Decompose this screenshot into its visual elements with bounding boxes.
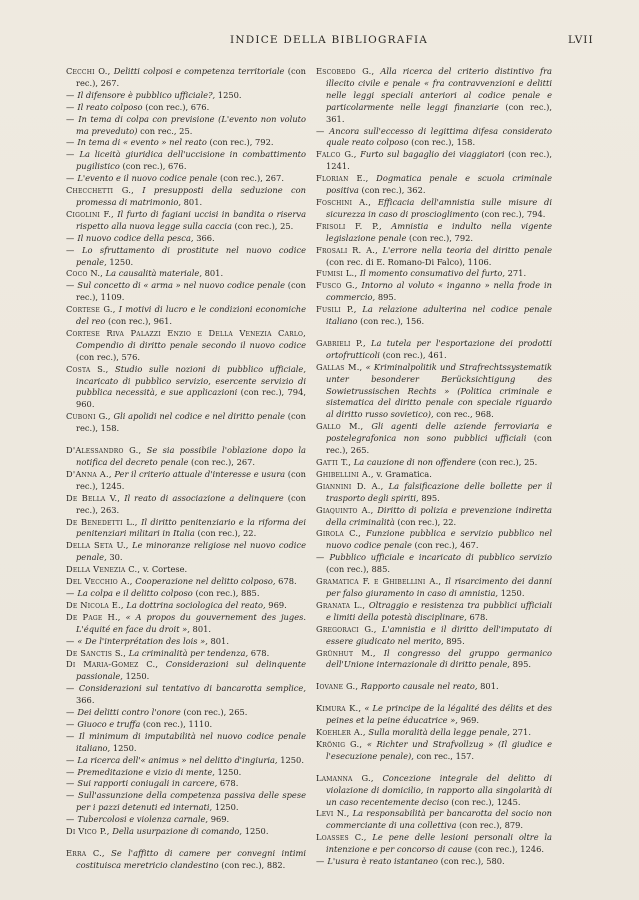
entry-title: L'amnistia e il diritto dell'imputato di essere giudicato nel merito, bbox=[326, 623, 552, 646]
bibliography-entry bbox=[66, 185, 306, 209]
entry-title: « Le principe de la légalité des délits et des peines et la peine éducatrice », bbox=[326, 703, 553, 726]
entry-author: Della Seta U., bbox=[66, 540, 129, 551]
entry-title: La liceità giuridica dell'uccisione in combattimento pugilistico bbox=[76, 149, 306, 172]
entry-reference: (con rec.), 22. bbox=[197, 528, 257, 539]
entry-title: Dogmatica penale e scuola criminale positiva bbox=[326, 173, 552, 196]
entry-reference: 271. bbox=[507, 268, 527, 279]
entry-title: « Richter und Strafvollzug » (Il giudice e l'esecuzione penale), bbox=[326, 738, 553, 761]
bibliography-entry bbox=[66, 612, 306, 636]
bibliography-entry bbox=[316, 457, 552, 469]
entry-author: De Sanctis S., bbox=[66, 647, 127, 658]
bibliography-entry bbox=[66, 445, 306, 469]
entry-reference: 969. bbox=[460, 715, 480, 726]
entry-title: Lo sfruttamento di prostitute nel nuovo codice penale, bbox=[76, 244, 307, 267]
entry-author: Cigolini F., bbox=[66, 208, 114, 219]
entry-author: Della Venezia C., bbox=[66, 564, 141, 575]
entry-author: Foschini A., bbox=[316, 196, 372, 207]
bibliography-entry bbox=[66, 778, 306, 790]
entry-author: D'Alessandro G., bbox=[66, 445, 142, 456]
entry-author: Giaquinto A., bbox=[316, 504, 374, 515]
bibliography-entry bbox=[66, 540, 306, 564]
entry-author: — bbox=[66, 707, 78, 718]
entry-title: Le pene delle lesioni personali oltre la intenzione e per concorso di cause bbox=[326, 832, 552, 855]
entry-title: Gli agenti delle aziende ferroviaria e postelegrafonica non sono pubblici ufficiali bbox=[326, 421, 552, 444]
entry-author: — bbox=[66, 766, 78, 777]
entry-author: Cortese G., bbox=[66, 304, 116, 315]
entry-reference: (con rec.), 467. bbox=[414, 540, 479, 551]
entry-reference: (con rec.), 362. bbox=[361, 185, 426, 196]
entry-title: Il momento consumativo del furto, bbox=[359, 268, 505, 279]
entry-reference: 30. bbox=[109, 552, 123, 563]
entry-reference: 801. bbox=[183, 196, 203, 207]
running-header bbox=[0, 34, 639, 54]
entry-reference: 801. bbox=[204, 268, 224, 279]
entry-author: De Bella V., bbox=[66, 492, 121, 503]
entry-reference: (con rec.), 580. bbox=[440, 856, 505, 867]
bibliography-entry bbox=[66, 755, 306, 767]
entry-reference: (con rec.), 1245. bbox=[76, 468, 306, 491]
entry-title: La causalità materiale, bbox=[105, 268, 202, 279]
bibliography-entry bbox=[66, 268, 306, 280]
entry-author: — bbox=[66, 587, 78, 598]
entry-author: — bbox=[66, 280, 78, 291]
entry-title: La criminalità per tendenza, bbox=[128, 647, 249, 658]
entry-author: Cortese Riva Palazzi Enzio e Della Venezia Carlo, bbox=[66, 327, 306, 338]
entry-title: Sull'assunzione della competenza passiva delle spese per i pazzi detenuti ed internati, bbox=[76, 790, 306, 813]
bibliography-entry bbox=[66, 411, 306, 435]
entry-reference: con rec., 157. bbox=[416, 750, 475, 761]
entry-title: L'evento e il nuovo codice penale bbox=[77, 173, 218, 184]
bibliography-entry bbox=[316, 624, 552, 648]
entry-title: La falsificazione delle bollette per il trasporto degli spiriti, bbox=[326, 480, 553, 503]
bibliography-entry bbox=[66, 102, 306, 114]
entry-author: Fusili P., bbox=[316, 304, 357, 315]
bibliography-entry bbox=[66, 304, 306, 328]
entry-title: Furto sul bagaglio dei viaggiatori bbox=[360, 149, 505, 160]
entry-author: — bbox=[66, 173, 78, 184]
entry-author: Frosali R. A., bbox=[316, 244, 378, 255]
entry-author: Erra C., bbox=[66, 848, 105, 858]
bibliography-entry bbox=[316, 481, 552, 505]
entry-author: Koehler A., bbox=[316, 727, 366, 738]
bibliography-entry bbox=[66, 245, 306, 269]
entry-reference: 895. bbox=[421, 492, 440, 503]
entry-title: Sulla moralità della legge penale, bbox=[368, 727, 510, 738]
entry-title: Concezione integrale del delitto di violazione di domicilio, in rapporto alla singolarità di un caso recentemente deciso bbox=[326, 772, 552, 807]
entry-title: « De l'interprétation des lois », bbox=[77, 635, 208, 646]
entry-title: « Kriminalpolitik und Strafrechtssystematik unter besonderer Berücksichtigung des Sowietrussischen Rechts » (Politica criminale e sistematica del diritto penale con speciale riguardo al diritto russo sovietico), bbox=[326, 361, 553, 420]
entry-author: — bbox=[66, 137, 78, 148]
bibliography-entry bbox=[66, 826, 306, 838]
bibliography-entry bbox=[66, 600, 306, 612]
bibliography-entry bbox=[66, 588, 306, 600]
entry-author: — bbox=[316, 856, 328, 867]
entry-reference: 1250. bbox=[280, 754, 304, 765]
entry-title: Tubercolosi e violenza carnale, bbox=[77, 814, 209, 825]
entry-title: Il difensore è pubblico ufficiale?, bbox=[77, 89, 216, 100]
entry-author: Giannini D. A., bbox=[316, 480, 384, 491]
bibliography-entry bbox=[316, 808, 552, 832]
entry-author: — bbox=[66, 778, 78, 789]
entry-reference: (con rec.), 461. bbox=[382, 349, 447, 360]
bibliography-entry bbox=[66, 328, 306, 364]
entry-title: Oltraggio e resistenza tra pubblici ufficiali e limiti della potestà disciplinare, bbox=[326, 599, 552, 622]
bibliography-entry bbox=[66, 114, 306, 138]
entry-reference: (con rec.), 25. bbox=[234, 220, 294, 231]
entry-reference: 271. bbox=[512, 727, 531, 738]
bibliography-entry bbox=[66, 731, 306, 755]
bibliography-entry bbox=[316, 66, 552, 126]
entry-reference: (con rec.), 676. bbox=[122, 161, 187, 172]
entry-reference: (con rec.), 156. bbox=[360, 316, 425, 327]
entry-title: Il nuovo codice della pesca, bbox=[77, 232, 194, 243]
entry-title: In tema di colpa con previsione (L'evento non voluto ma preveduto) bbox=[76, 113, 306, 136]
entry-title: La colpa e il delitto colposo bbox=[77, 587, 193, 598]
entry-author: — bbox=[66, 683, 79, 694]
entry-title: Diritto di polizia e prevenzione indiretta della criminalità bbox=[326, 504, 553, 527]
entry-title: Delitti colposi e competenza territoriale bbox=[113, 66, 285, 76]
bibliography-entry bbox=[316, 197, 552, 221]
entry-reference: (con rec.), 265. bbox=[183, 707, 248, 718]
entry-author: Ghibellini A., bbox=[316, 468, 374, 479]
entry-reference: (con rec.), 267. bbox=[219, 173, 284, 184]
entry-author: Fusco G., bbox=[316, 280, 358, 291]
bibliography-entry bbox=[66, 683, 306, 707]
entry-reference: 969. bbox=[268, 599, 287, 610]
bibliography-entry bbox=[316, 173, 552, 197]
entry-title: Amnistia e indulto nella vigente legislazione penale bbox=[326, 220, 552, 243]
entry-title: Il congresso del gruppo germanico dell'Unione internazionale di diritto penale, bbox=[326, 647, 552, 670]
entry-author: Gramatica F. e Ghibellini A., bbox=[316, 576, 442, 587]
bibliography-entry bbox=[66, 493, 306, 517]
entry-author: Gallas M., bbox=[316, 361, 363, 372]
bibliography-entry bbox=[66, 636, 306, 648]
bibliography-entry bbox=[66, 137, 306, 149]
entry-author: — bbox=[66, 718, 78, 729]
entry-reference: 801. bbox=[192, 623, 212, 634]
entry-author: Levi N., bbox=[316, 808, 350, 819]
entry-title: Giuoco e truffa bbox=[77, 718, 141, 729]
entry-reference: v. Cortese. bbox=[142, 564, 188, 575]
bibliography-entry bbox=[66, 719, 306, 731]
bibliography-entry bbox=[66, 564, 306, 576]
bibliography-entry bbox=[66, 659, 306, 683]
entry-reference: (con rec.), 1109. bbox=[76, 280, 307, 303]
entry-author: Florian E., bbox=[316, 173, 369, 184]
entry-reference: (con rec.), 1241. bbox=[326, 149, 552, 172]
entry-title: Considerazioni sul delinquente passionale, bbox=[76, 659, 306, 682]
entry-title: L'errore nella teoria del diritto penale bbox=[382, 244, 553, 255]
entry-reference: 801. bbox=[210, 635, 229, 646]
entry-reference: (con rec.), 158. bbox=[411, 137, 476, 148]
bibliography-entry bbox=[316, 421, 552, 457]
bibliography-entry bbox=[316, 280, 552, 304]
entry-author: Krönig G., bbox=[316, 738, 363, 749]
entry-title: Premeditazione e vizio di mente, bbox=[77, 766, 215, 777]
entry-reference: 895. bbox=[377, 292, 397, 303]
entry-reference: (con rec.), 576. bbox=[76, 351, 141, 362]
entry-title: Della usurpazione di comando, bbox=[112, 826, 243, 837]
entry-title: Se sia possibile l'oblazione dopo la notifica del decreto penale bbox=[76, 445, 306, 467]
bibliography-entry bbox=[316, 528, 552, 552]
bibliography-entry bbox=[316, 505, 552, 529]
entry-title: Efficacia dell'amnistia sulle misure di sicurezza in caso di proscioglimento bbox=[326, 196, 553, 219]
entry-title: Pubblico ufficiale e incaricato di pubblico servizio bbox=[329, 552, 552, 563]
entry-author: Girola C., bbox=[316, 528, 362, 539]
bibliography-entry bbox=[316, 600, 552, 624]
entry-reference: 1250. bbox=[112, 742, 137, 753]
left-column bbox=[66, 66, 306, 872]
entry-reference: 366. bbox=[76, 695, 95, 706]
entry-reference: (con rec.), 885. bbox=[326, 564, 391, 575]
entry-reference: (con rec.), 265. bbox=[326, 433, 553, 456]
entry-author: D'Anna A., bbox=[66, 468, 112, 479]
entry-title: Rapporto causale nel reato, bbox=[360, 681, 478, 692]
entry-reference: (con rec.), 961. bbox=[108, 316, 173, 327]
bibliography-entry bbox=[66, 848, 306, 872]
bibliography-entry bbox=[66, 790, 306, 814]
entry-title: L'usura è reato istantaneo bbox=[327, 856, 439, 867]
bibliography-entry bbox=[316, 149, 552, 173]
entry-reference: (con rec.), 22. bbox=[397, 516, 457, 527]
entry-author: Kimura K., bbox=[316, 703, 362, 714]
entry-author: — bbox=[66, 101, 78, 112]
entry-author: — bbox=[66, 113, 79, 124]
entry-reference: 1250. bbox=[244, 826, 269, 837]
entry-reference: (con rec.), 794, 960. bbox=[76, 387, 306, 410]
entry-author: De Page H., bbox=[66, 611, 121, 622]
entry-author: — bbox=[66, 244, 83, 255]
entry-reference: (con rec.), 267. bbox=[76, 66, 307, 88]
entry-author: Escobedo G., bbox=[316, 66, 375, 76]
entry-reference: 895. bbox=[446, 635, 465, 646]
entry-reference: (con rec.), 794. bbox=[481, 208, 546, 219]
entry-author: — bbox=[66, 814, 78, 825]
entry-title: Sui rapporti coniugali in carcere, bbox=[77, 778, 218, 789]
entry-reference: (con rec.), 263. bbox=[76, 492, 307, 515]
entry-author: — bbox=[66, 730, 79, 741]
entry-title: Per il criterio attuale d'interesse e usura bbox=[114, 468, 286, 479]
bibliography-entry bbox=[66, 517, 306, 541]
entry-reference: v. Gramatica. bbox=[376, 468, 432, 479]
entry-author: De Benedetti L., bbox=[66, 516, 138, 527]
entry-reference: (con rec.), 879. bbox=[459, 820, 524, 831]
entry-title: Ancora sull'eccesso di legittima difesa considerato quale reato colposo bbox=[326, 125, 552, 148]
bibliography-entry bbox=[66, 173, 306, 185]
entry-reference: con rec., 25. bbox=[140, 125, 193, 136]
entry-author: Del Vecchio A., bbox=[66, 576, 133, 587]
entry-author: Fumisi L., bbox=[316, 268, 358, 279]
entry-title: Alla ricerca del criterio distintivo fra illecito civile e penale « fra contravvenzioni e delitti nelle leggi speciali anteriori al codice penale e particolarmente nelle leggi finanziarie bbox=[326, 66, 552, 112]
entry-reference: 1250. bbox=[500, 587, 525, 598]
entry-title: La cauzione di non offendere bbox=[353, 457, 476, 467]
entry-reference: (con rec.), 267. bbox=[191, 457, 256, 467]
entry-title: I motivi di lucro e le condizioni economiche del reo bbox=[76, 304, 306, 327]
bibliography-entry bbox=[316, 338, 552, 362]
entry-reference: 1250. bbox=[214, 802, 239, 813]
entry-reference: (con rec.), 25. bbox=[478, 457, 538, 467]
right-column bbox=[316, 66, 552, 868]
entry-author: Coco N., bbox=[66, 268, 104, 279]
entry-title: Sul concetto di « arma » nel nuovo codice penale bbox=[77, 280, 286, 291]
bibliography-entry bbox=[316, 739, 552, 763]
entry-author: — bbox=[66, 232, 78, 243]
bibliography-entry bbox=[66, 814, 306, 826]
entry-author: Di Maria-Gomez C., bbox=[66, 659, 159, 670]
bibliography-entry bbox=[316, 703, 552, 727]
bibliography-entry bbox=[316, 856, 552, 868]
entry-reference: (con rec.), 676. bbox=[145, 101, 210, 112]
entry-reference: 895. bbox=[512, 659, 532, 670]
entry-reference: (con rec.), 792. bbox=[409, 232, 474, 243]
bibliography-entry bbox=[316, 552, 552, 576]
bibliography-entry bbox=[66, 209, 306, 233]
entry-author: Lamanna G., bbox=[316, 772, 374, 783]
bibliography-entry bbox=[316, 126, 552, 150]
entry-author: Iovane G., bbox=[316, 681, 359, 692]
entry-reference: 1250. bbox=[217, 766, 242, 777]
entry-author: Cuboni G., bbox=[66, 411, 111, 422]
entry-title: Il reato colposo bbox=[77, 101, 143, 112]
entry-author: — bbox=[316, 125, 330, 136]
entry-title: Le minoranze religiose nel nuovo codice penale, bbox=[76, 540, 306, 563]
entry-author: — bbox=[66, 89, 78, 100]
entry-author: Costa S., bbox=[66, 363, 109, 374]
bibliography-entry bbox=[66, 233, 306, 245]
bibliography-entry bbox=[316, 832, 552, 856]
entry-title: Il risarcimento dei danni per falso giuramento in caso di amnistia, bbox=[326, 576, 552, 598]
entry-title: Cooperazione nel delitto colposo, bbox=[135, 576, 276, 587]
bibliography-entry bbox=[66, 767, 306, 779]
entry-author: Gregoraci G., bbox=[316, 623, 377, 634]
entry-reference: 1250. bbox=[125, 671, 150, 682]
entry-author: Granata L., bbox=[316, 599, 366, 610]
page-number: LVII bbox=[568, 34, 594, 46]
bibliography-entry bbox=[316, 727, 552, 739]
bibliography-entry bbox=[66, 576, 306, 588]
bibliography-entry bbox=[66, 90, 306, 102]
bibliography-entry bbox=[66, 648, 306, 660]
entry-author: Checchetti G., bbox=[66, 185, 134, 196]
entry-title: In tema di « evento » nel reato bbox=[77, 137, 207, 148]
bibliography-entry bbox=[316, 648, 552, 672]
bibliography-entry bbox=[66, 149, 306, 173]
bibliography-entry bbox=[66, 364, 306, 412]
entry-title: Gli apolidi nel codice e nel diritto penale bbox=[113, 411, 286, 422]
bibliography-entry bbox=[316, 221, 552, 245]
entry-author: Grünhut M., bbox=[316, 647, 376, 658]
entry-author: — bbox=[66, 635, 78, 646]
bibliography-entry bbox=[316, 773, 552, 809]
entry-title: Il diritto penitenziario e la riforma dei penitenziari militari in Italia bbox=[76, 516, 306, 539]
bibliography-entry bbox=[316, 304, 552, 328]
entry-author: Di Vico P., bbox=[66, 826, 110, 837]
entry-title: Dei delitti contro l'onore bbox=[77, 707, 181, 718]
entry-author: Gatti T., bbox=[316, 457, 352, 467]
entry-reference: 678. bbox=[469, 611, 488, 622]
bibliography-entry bbox=[66, 469, 306, 493]
bibliography-entry bbox=[316, 362, 552, 422]
entry-author: Cecchi O., bbox=[66, 66, 111, 76]
entry-reference: 678. bbox=[250, 647, 270, 658]
entry-reference: 1250. bbox=[109, 256, 134, 267]
bibliography-entry bbox=[316, 681, 552, 693]
entry-title: Se l'affitto di camere per convegni intimi costituisca meretricio clandestino bbox=[76, 848, 306, 870]
entry-title: « A propos du gouvernement des juges. L'équité en face du droit », bbox=[76, 611, 307, 634]
entry-reference: 366. bbox=[196, 232, 215, 243]
entry-author: — bbox=[316, 552, 330, 563]
entry-author: Loasses C., bbox=[316, 832, 367, 843]
entry-author: — bbox=[66, 754, 78, 765]
entry-reference: con rec., 968. bbox=[436, 409, 494, 420]
bibliography-entry bbox=[316, 576, 552, 600]
entry-reference: (con rec.), 1245. bbox=[451, 796, 521, 807]
entry-reference: 969. bbox=[210, 814, 230, 825]
entry-title: La ricerca dell'« animus » nel delitto d'ingiuria, bbox=[77, 754, 278, 765]
running-title: INDICE DELLA BIBLIOGRAFIA bbox=[230, 34, 429, 46]
entry-reference: (con rec.), 1110. bbox=[142, 718, 213, 729]
entry-author: — bbox=[66, 149, 80, 160]
entry-reference: (con rec.), 882. bbox=[221, 859, 286, 870]
entry-reference: (con rec.), 361. bbox=[326, 101, 552, 124]
entry-title: La dottrina sociologica del reato, bbox=[126, 599, 266, 610]
entry-author: Frisoli F. P., bbox=[316, 220, 382, 231]
entry-reference: 1250. bbox=[217, 89, 242, 100]
entry-title: Studio sulle nozioni di pubblico ufficiale, incaricato di pubblico servizio, esercente servizio di pubblica necessità, e sue applicazioni bbox=[76, 363, 306, 398]
entry-title: La tutela per l'esportazione dei prodotti ortofrutticoli bbox=[326, 337, 553, 360]
entry-reference: (con rec.), 885. bbox=[195, 587, 260, 598]
entry-title: Il furto di fagiani uccisi in bandita o riserva rispetto alla nuova legge sulla caccia bbox=[76, 208, 307, 231]
entry-title: Il reato di associazione a delinquere bbox=[124, 492, 284, 503]
bibliography-entry bbox=[66, 66, 306, 90]
entry-reference: 678. bbox=[278, 576, 297, 587]
entry-reference: (con rec.), 158. bbox=[76, 411, 306, 434]
entry-author: De Nicola E., bbox=[66, 599, 124, 610]
entry-title: I presupposti della seduzione con promessa di matrimonio, bbox=[76, 185, 306, 207]
entry-reference: (con rec.), 792. bbox=[209, 137, 274, 148]
entry-title: Compendio di diritto penale secondo il nuovo codice bbox=[76, 339, 306, 350]
entry-title: La responsabilità per bancarotta del socio non commerciante di una collettiva bbox=[326, 808, 552, 831]
bibliography-entry bbox=[316, 268, 552, 280]
entry-title: Intorno al voluto « inganno » nella frode in commercio, bbox=[326, 280, 552, 303]
entry-title: Funzione pubblica e servizio pubblico nel nuovo codice penale bbox=[326, 528, 553, 551]
bibliography-entry bbox=[316, 469, 552, 481]
entry-author: Gallo M., bbox=[316, 421, 364, 432]
entry-title: Il minimum di imputabilità nel nuovo codice penale italiano, bbox=[76, 730, 306, 753]
entry-title: Considerazioni sul tentativo di bancarotta semplice, bbox=[78, 683, 306, 694]
bibliography-entry bbox=[316, 245, 552, 269]
entry-reference: 801. bbox=[480, 681, 499, 692]
entry-reference: (con rec. di E. Romano-Di Falco), 1106. bbox=[326, 256, 492, 267]
bibliography-entry bbox=[66, 280, 306, 304]
entry-author: — bbox=[66, 790, 79, 801]
bibliography-entry bbox=[66, 707, 306, 719]
entry-title: La relazione adulterina nel codice penale italiano bbox=[326, 304, 553, 327]
entry-reference: 678. bbox=[219, 778, 239, 789]
entry-author: Falco G., bbox=[316, 149, 357, 160]
entry-reference: (con rec.), 1246. bbox=[474, 844, 544, 855]
entry-author: Gabrieli P., bbox=[316, 337, 366, 348]
